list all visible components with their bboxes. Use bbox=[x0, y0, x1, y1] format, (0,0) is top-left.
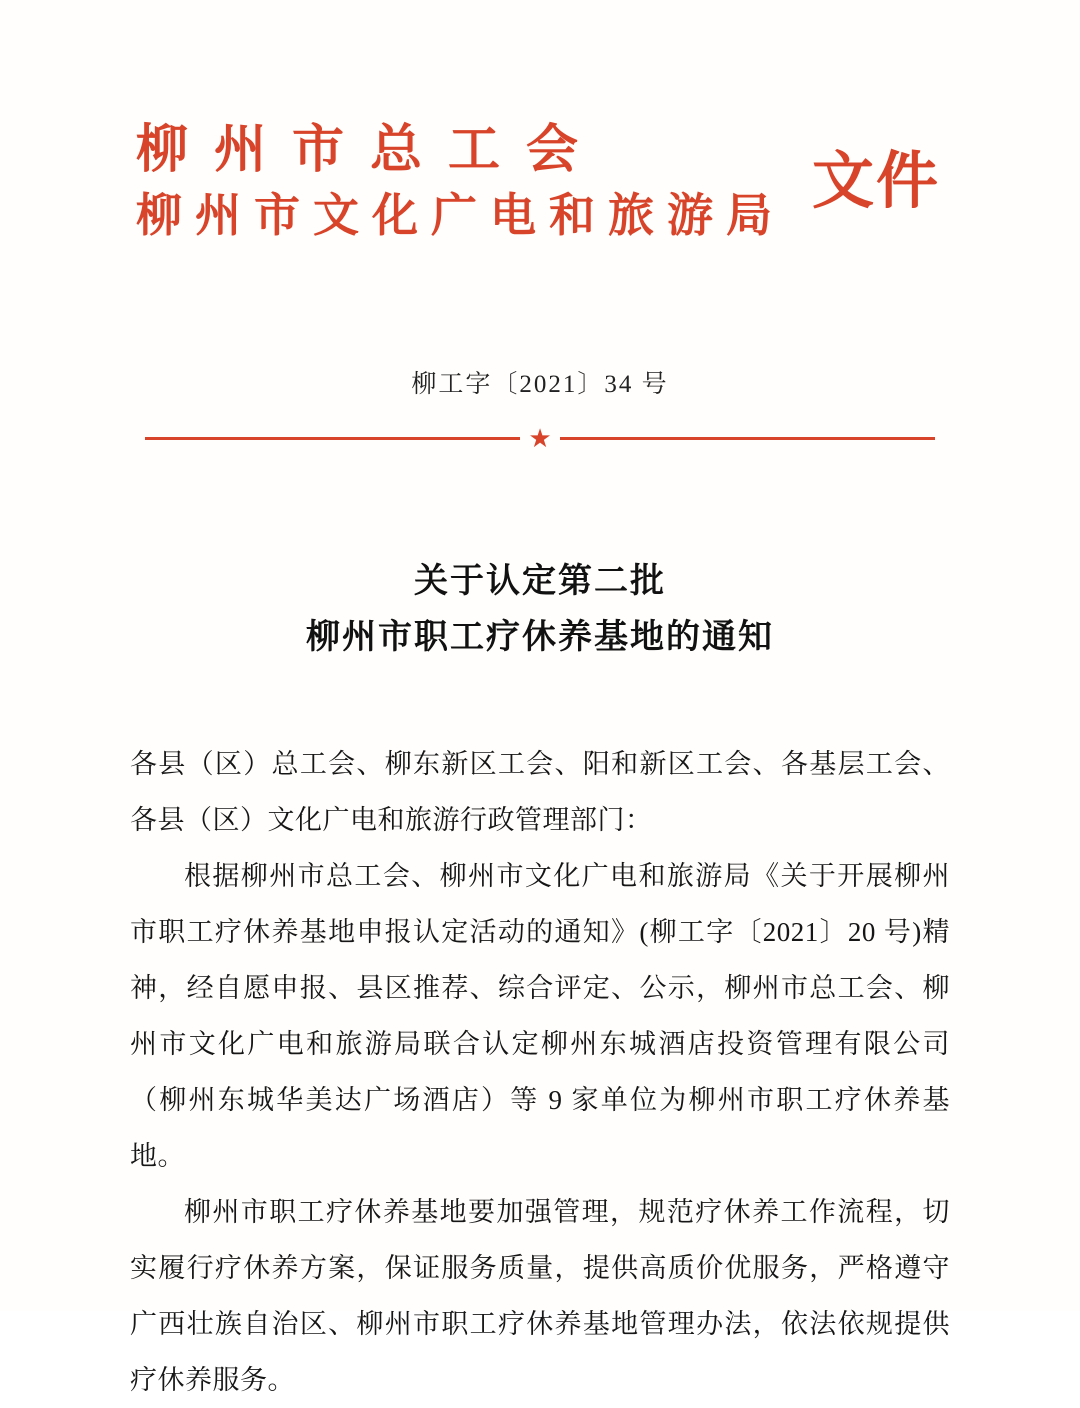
body-paragraph-addressees: 各县（区）总工会、柳东新区工会、阳和新区工会、各基层工会、各县（区）文化广电和旅游行政管理部门： bbox=[130, 749, 950, 835]
page-title-line-2: 柳州市职工疗休养基地的通知 bbox=[306, 619, 774, 656]
document-number: 柳工字〔2021〕34 号 bbox=[411, 371, 669, 398]
issuing-org-line-2: 柳州市文化广电和旅游局 bbox=[136, 190, 785, 241]
red-divider-rule bbox=[145, 424, 935, 453]
letterhead bbox=[130, 0, 950, 308]
page-title-line-1: 关于认定第二批 bbox=[414, 563, 666, 600]
body-paragraph-basis: 根据柳州市总工会、柳州市文化广电和旅游局《关于开展柳州市职工疗休养基地申报认定活动的通知》(柳工字〔2021〕20 号)精神，经自愿申报、县区推荐、综合评定、公示，柳州市总工会、柳州市文化广电和旅游局联合认定柳州东城酒店投资管理有限公司（柳州东城华美达广场酒店）等 9 家单位为柳州市职工疗休养基地。 bbox=[130, 861, 950, 1171]
body-paragraph-requirements: 柳州市职工疗休养基地要加强管理，规范疗休养工作流程，切实履行疗休养方案，保证服务质量，提供高质价优服务，严格遵守广西壮族自治区、柳州市职工疗休养基地管理办法，依法依规提供疗休养服务。 bbox=[130, 1197, 950, 1395]
document-word-label: 文件 bbox=[811, 148, 940, 216]
document-body bbox=[130, 736, 950, 1408]
star-icon: ★ bbox=[528, 424, 552, 453]
issuing-org-line-1: 柳州市总工会 bbox=[136, 122, 605, 179]
divider-bar-right bbox=[560, 437, 935, 440]
page-title bbox=[130, 554, 950, 666]
divider-bar-left bbox=[145, 437, 520, 440]
